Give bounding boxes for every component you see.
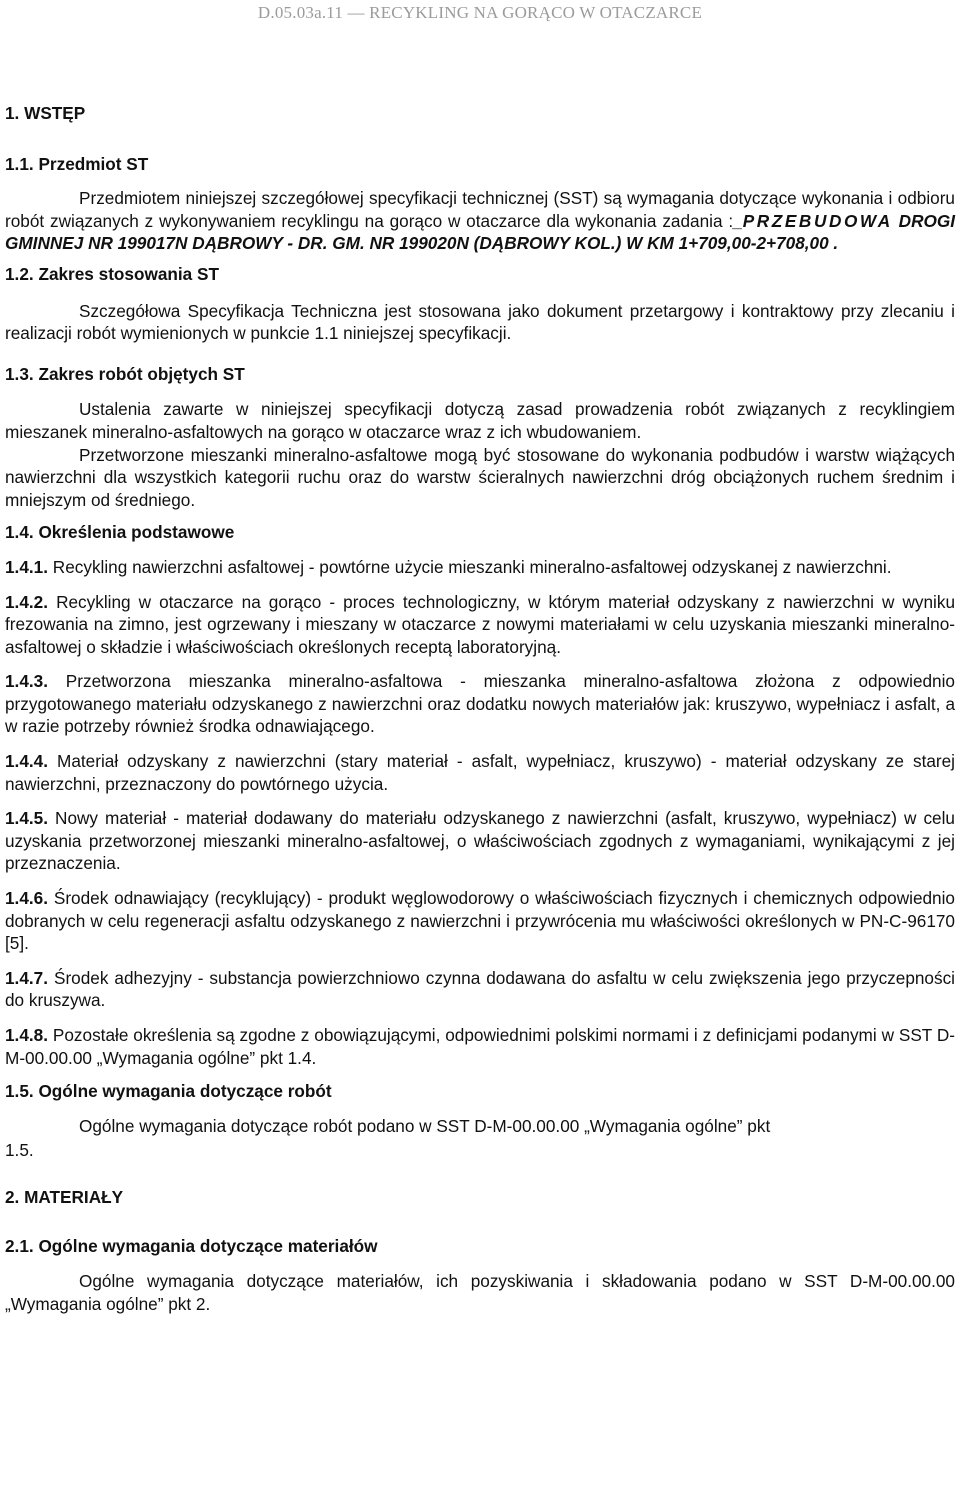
paragraph-reference: 1.5. bbox=[5, 1140, 34, 1161]
definition-text: Materiał odzyskany z nawierzchni (stary materiał - asfalt, wypełniacz, kruszywo) - materiał odzyskany ze starej nawierzchni, przeznaczony do powtórnego użycia. bbox=[5, 751, 955, 794]
paragraph: Przedmiotem niniejszej szczegółowej specyfikacji technicznej (SST) są wymagania dotyczące wykonania i odbioru robót związanych z wykonywaniem recyklingu na gorąco w otaczarce dla wykonania zadania :_PRZEBUDOWA DROGI GMINNEJ NR 199017N DĄBROWY - DR. GM. NR 199020N (DĄBROWY KOL.) W KM 1+709,00-2+708,00 . bbox=[5, 188, 955, 254]
definition-item bbox=[5, 967, 955, 1012]
section-heading: 1. WSTĘP bbox=[5, 103, 86, 123]
running-header: D.05.03a.11 — RECYKLING NA GORĄCO W OTACZARCE bbox=[257, 3, 703, 22]
definition-number: 1.4.7. bbox=[5, 967, 49, 988]
project-name: DROGI GMINNEJ NR 199017N DĄBROWY - DR. GM. NR 199020N (DĄBROWY KOL.) W KM 1+709,00-2+708,00 bbox=[5, 210, 955, 254]
paragraph: Przetworzone mieszanki mineralno-asfaltowe mogą być stosowane do wykonania podbudów i warstw wiążących nawierzchni dla wszystkich kategorii ruchu oraz do warstw ścieralnych nawierzchni dróg obciążonych ruchem średnim i mniejszym od średniego. bbox=[5, 444, 955, 510]
subsection-heading: 2.1. Ogólne wymagania dotyczące materiałów bbox=[5, 1235, 378, 1256]
section-heading: 2. MATERIAŁY bbox=[5, 1186, 124, 1207]
paragraph-text: Przedmiotem niniejszej szczegółowej specyfikacji technicznej (SST) są wymagania dotyczące wykonania i odbioru robót związanych z wykonywaniem recyklingu na gorąco w otaczarce dla wykonania zadania : bbox=[5, 188, 955, 231]
definition-text: Przetworzona mieszanka mineralno-asfaltowa - mieszanka mineralno-asfaltowa złożona z odpowiednio przygotowanego materiału odzyskanego z nawierzchni oraz dodatku nowych materiałów jak: kruszywo, wypełniacz i asfalt, a w razie potrzeby również środka odnawiającego. bbox=[5, 671, 955, 737]
definition-number: 1.4.2. bbox=[5, 591, 49, 612]
definition-item bbox=[5, 1024, 955, 1069]
definition-number: 1.4.4. bbox=[5, 751, 49, 772]
paragraph-tail: . bbox=[828, 233, 839, 254]
paragraph: Ogólne wymagania dotyczące materiałów, ich pozyskiwania i składowania podano w SST D-M-00.00.00 „Wymagania ogólne” pkt 2. bbox=[5, 1271, 955, 1314]
definition-number: 1.4.6. bbox=[5, 888, 49, 909]
definition-number: 1.4.8. bbox=[5, 1025, 49, 1045]
definition-item bbox=[5, 887, 955, 955]
definition-item bbox=[5, 807, 955, 875]
definition-number: 1.4.5. bbox=[5, 808, 49, 829]
subsection-heading: 1.2. Zakres stosowania ST bbox=[5, 263, 219, 284]
project-name-spaced: PRZEBUDOWA bbox=[742, 210, 893, 231]
definition-item bbox=[5, 591, 955, 659]
paragraph bbox=[5, 1115, 955, 1138]
paragraph: Szczegółowa Specyfikacja Techniczna jest stosowana jako dokument przetargowy i kontraktowy przy zlecaniu i realizacji robót wymienionych w punkcie 1.1 niniejszej specyfikacji. bbox=[5, 300, 955, 344]
definition-item bbox=[5, 670, 955, 738]
subsection-heading: 1.4. Określenia podstawowe bbox=[5, 522, 235, 543]
definition-number: 1.4.3. bbox=[5, 671, 49, 692]
definition-text: Środek odnawiający (recyklujący) - produkt węglowodorowy o właściwościach fizycznych i chemicznych odpowiednio dobranych w celu regeneracji asfaltu odzyskanego z nawierzchni i przywrócenia mu właściwości określonych w PN-C-96170 [5]. bbox=[5, 888, 955, 954]
subsection-heading: 1.5. Ogólne wymagania dotyczące robót bbox=[5, 1081, 332, 1102]
definition-text: Środek adhezyjny - substancja powierzchniowo czynna dodawana do asfaltu w celu zwiększenia jego przyczepności do kruszywa. bbox=[5, 967, 955, 1011]
definition-text: Pozostałe określenia są zgodne z obowiązującymi, odpowiednimi polskimi normami i z definicjami podanymi w SST D-M-00.00.00 „Wymagania ogólne” pkt 1.4. bbox=[5, 1025, 955, 1068]
definition-text: Nowy materiał - materiał dodawany do materiału odzyskanego z nawierzchni (asfalt, kruszywo, wypełniacz) w celu uzyskania przetworzonej mieszanki mineralno-asfaltowej, o właściwościach zgodnych z wymaganiami, wynikającymi z jej przeznaczenia. bbox=[5, 808, 955, 874]
definition-number: 1.4.1. bbox=[5, 556, 49, 577]
definition-text: Recykling w otaczarce na gorąco - proces technologiczny, w którym materiał odzyskany z nawierzchni w wyniku frezowania na zimno, jest ogrzewany i mieszany w otaczarce z nowymi materiałami w celu uzyskania mieszanki mineralno-asfaltowej o składzie i właściwościach określonych receptą laboratoryjną. bbox=[5, 591, 955, 657]
paragraph-text: Ogólne wymagania dotyczące robót podano w SST D-M-00.00.00 „Wymagania ogólne” pkt bbox=[79, 1115, 771, 1136]
definition-text: Recykling nawierzchni asfaltowej - powtórne użycie mieszanki mineralno-asfaltowej odzyskanej z nawierzchni. bbox=[48, 556, 892, 577]
subsection-heading: 1.3. Zakres robót objętych ST bbox=[5, 363, 245, 384]
paragraph: Ustalenia zawarte w niniejszej specyfikacji dotyczą zasad prowadzenia robót związanych z recyklingiem mieszanek mineralno-asfaltowych na gorąco w otaczarce wraz z ich wbudowaniem. bbox=[5, 399, 955, 442]
definition-item bbox=[5, 750, 955, 795]
document-page bbox=[5, 0, 955, 1315]
definition-item bbox=[5, 556, 955, 579]
subsection-heading: 1.1. Przedmiot ST bbox=[5, 153, 149, 174]
